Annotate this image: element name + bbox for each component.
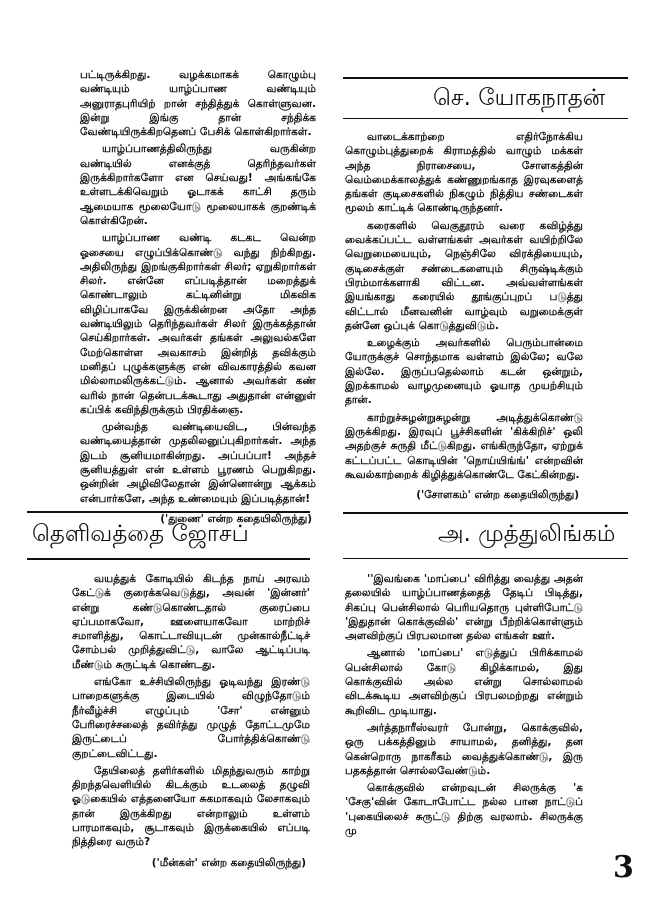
paragraph: பட்டிருக்கிறது. வழக்கமாகக் கொழும்பு வண்டியும் யாழ்ப்பாண வண்டியும் அனுராதபுரியிற் றான் சந்தித்துக் கொள்ளுவன. இன்று இங்கு தான் சந்திக்க வேண்டியிருக்கிறதெனப் பேசிக் கொள்கிறார்கள். bbox=[80, 69, 316, 139]
source-note: ('சோளகம்' என்ற கதையிலிருந்து) bbox=[416, 489, 579, 502]
paragraph: எங்கோ உச்சியிலிருந்து ஓடிவந்து இரண்டு பாறைகளுக்கு இடையில் விழுந்தோடும் நீர்வீழ்ச்சி எழுப்பும் 'சோ' என்னும் பேரிரைச்சலைத் தவிர்த்து முழுத் தோட்டமுமே இருட்டைப் போர்த்திக்கொண்டு குறட்டைவிட்டது. bbox=[72, 676, 310, 760]
author-name-muthulingam: அ. முத்துலிங்கம் bbox=[438, 521, 616, 547]
paragraph: கொக்குவில் என்றவுடன் சிலருக்கு 'க 'சேகு'வின் கோடாபோட்ட நல்ல பான நாட்டுப் 'புகையிலைச் சுருட்டு திற்கு வரலாம். சிலருக்கு மு bbox=[345, 782, 583, 838]
paragraph: வயத்துக் கோடியில் கிடந்த நாய் அரவம் கேட்டுக் குரைக்கவெடுத்து, அவன் 'இன்னர்' என்று கண்டுகொண்டதால் குரைப்பை ஏப்பமாகவோ, ஊளையாகவோ மாற்றிச் சமாளித்து, கொட்டாவியுடன் முன்கால்நீட்டிச் சோம்பல் முறித்துவிட்டு, வாலே ஆட்டிப்படி மீண்டும் சுருட்டிக் கொண்டது. bbox=[72, 573, 310, 671]
page-number: 3 bbox=[613, 850, 634, 885]
excerpt-meengal bbox=[72, 572, 310, 872]
paragraph: கரைகளில் வெகுதூரம் வரை கவிழ்த்து வைக்கப்பட்ட வள்ளங்கள் அவர்கள் வயிற்றிலே வெறுமையையும், நெஞ்சிலே விரக்தியையும், குடிசைக்குள் சண்டைகளையும் சிருஷ்டிக்கும் பிரம்மாக்களாகி விட்டன. அவ்வள்ளங்கள் இயங்காது கரையில் தூங்குப்புறப் படுத்து விட்டால் மீனவனின் வாழ்வும் வறுமைக்குள் தன்னே ஒப்புக் கொடுத்துவிடும். bbox=[345, 219, 583, 332]
author-rule-top-right bbox=[343, 77, 628, 79]
author-rule-bottom-right-lower bbox=[343, 558, 628, 559]
paragraph: ''இவங்கை 'மாப்பை' விரித்து வைத்து அதன் தலையில் யாழ்ப்பாணத்தைத் தேடிப் பிடித்து, சிகப்பு பென்சிலால் பெரியதொரு புள்ளிபோட்டு 'இதுதான் கொக்குவில்' என்று பீற்றிக்கொள்ளும் அளவிற்குப் பிரபலமான தல்ல எங்கள் ஊர். bbox=[345, 573, 583, 643]
paragraph: யாழ்ப்பாணத்திலிருந்து வருகின்ற வண்டியில் எனக்குத் தெரிந்தவர்கள் இருக்கிறார்களோ என செய்வது! அங்கங்கே உள்ளடக்கிவெறும் ஓடாகக் காட்சி தரும் ஆமையாக மூலையோடு மூலையாகக் குறண்டிக் கொள்கிறேன். bbox=[80, 143, 316, 227]
paragraph: உழைக்கும் அவர்களில் பெரும்பான்மை யோருக்குச் சொந்தமாக வள்ளம் இல்லே; வலே இல்லே. இருப்பதெல்லாம் கடன் ஒன்றும், இறக்காமல் வாழமுனையும் ஓயாத முயற்சியும் தான். bbox=[345, 337, 583, 407]
author-rule-top-right-lower bbox=[343, 118, 628, 119]
paragraph: காற்றுச்சுழன்றுசுழன்று அடித்துக்கொண்டு இருக்கிறது. இரவுப் பூச்சிகளின் 'கிக்கிறிச்' ஒலி அதற்குச் சுருதி மீட்டுகிறது. எங்கிருந்தோ, ஏற்றுக் கட்டப்பட்ட கொடியின் 'நொய்யிங்ங்' என்றவின் கூவல்காற்றைக் கிழித்துக்கொண்டே கேட்கின்றது. bbox=[345, 411, 583, 481]
author-rule-bottom-left-lower bbox=[27, 558, 310, 560]
excerpt-solagam bbox=[345, 130, 583, 508]
paragraph: யாழ்ப்பாண வண்டி கடகட வென்ற ஓசையை எழுப்பிக்கொண்டு வந்து நிற்கிறது. அதிலிருந்து இறங்குகிறார்கள் சிலர்; ஏறுகிறார்கள் சிலர். என்னே எப்படித்தான் மறைத்துக் கொண்டாலும் கட்டினின்று மிகவிக விழிப்பாகவே இருக்கின்றன அதோ அந்த வண்டியிலும் தெரிந்தவர்கள் சிலர் இருக்கத்தான் செய்கிறார்கள். அவர்கள் தங்கள் அலுவல்களே மேற்கொள்ள அவகாசம் இன்றித் தவிக்கும் மனிதப் புழுக்களுக்கு என் விவகாரத்தில் கவன மில்லாமலிருக்கட்டும். ஆனால் அவர்கள் கண் வரில் நான் தென்படக்கூடாது அதுதான் என்னுள் கப்பிக் கவிந்திருக்கும் பிரதிக்ஞை. bbox=[80, 232, 316, 416]
excerpt-kokkuvil bbox=[345, 572, 583, 877]
author-rule-bottom-right bbox=[343, 512, 628, 514]
paragraph: அர்த்தநாரீஸ்வரர் போன்று, கொக்குவில், ஒரு பக்கத்தினும் சாயாமல், தனித்து, தன கென்றொரு நாகரீகம் வைத்துக்கொண்டு, இரு பதகத்தான் சொல்லவேண்டும். bbox=[345, 721, 583, 777]
author-name-joseph: தெளிவத்தை ஜோசப் bbox=[32, 521, 249, 547]
source-note: ('மீன்கள்' என்ற கதையிலிருந்து) bbox=[151, 856, 306, 869]
excerpt-thunai bbox=[80, 68, 316, 525]
author-rule-bottom-left bbox=[27, 511, 310, 513]
paragraph: வாடைக்காற்றை எதிர்நோக்கிய கொழும்புத்துறைக் கிராமத்தில் வாழும் மக்கள் அந்த நிராசையை, சோளகத்தின் வெம்மைக்காலத்துக் கண்ணுறங்காத இரவுகளைத் தங்கள் குடிசைகளில் நிகழும் நித்திய சண்டைகள் மூலம் காட்டிக் கொண்டிருந்தனர். bbox=[345, 131, 583, 215]
paragraph: தேயிலைத் தளிர்களில் மிதந்துவரும் காற்று திறந்தவெளியில் கிடக்கும் உடலைத் தழுவி ஓடுகையில் எத்தனையோ சுகமாகவும் லேசாகவும் தான் இருக்கிறது என்றாலும் உள்ளம் பாரமாகவும், சூடாகவும் இருக்கையில் எப்படி நித்திரை வரும்? bbox=[72, 764, 310, 849]
author-name-yoganathan: செ. யோகநாதன் bbox=[433, 85, 606, 111]
paragraph: முன்வந்த வண்டியைவிட, பின்வந்த வண்டியைத்தான் முதலிலனுப்புகிறார்கள். அந்த இடம் சூனியமாகின்றது. அப்பப்பா! அந்தச் சூனியத்துள் என் உள்ளம் பூரணம் பெறுகிறது. ஒன்றின் அழிவிலேதான் இன்னொன்று ஆக்கம் என்பார்களே, அந்த உண்மையும் இப்படித்தான்! bbox=[80, 421, 316, 505]
source-note: ('துணை' என்ற கதையிலிருந்து) bbox=[160, 512, 312, 525]
paragraph: ஆனால் 'மாப்பை' எடுத்துப் பிரிக்காமல் பென்சிலால் கோடு கிழிக்காமல், இது கொக்குவில் அல்ல என்று சொல்லாமல் விடக்கூடிய அளவிற்குப் பிரபலமற்றது என்றும் கூறிவிட முடியாது. bbox=[345, 647, 583, 717]
